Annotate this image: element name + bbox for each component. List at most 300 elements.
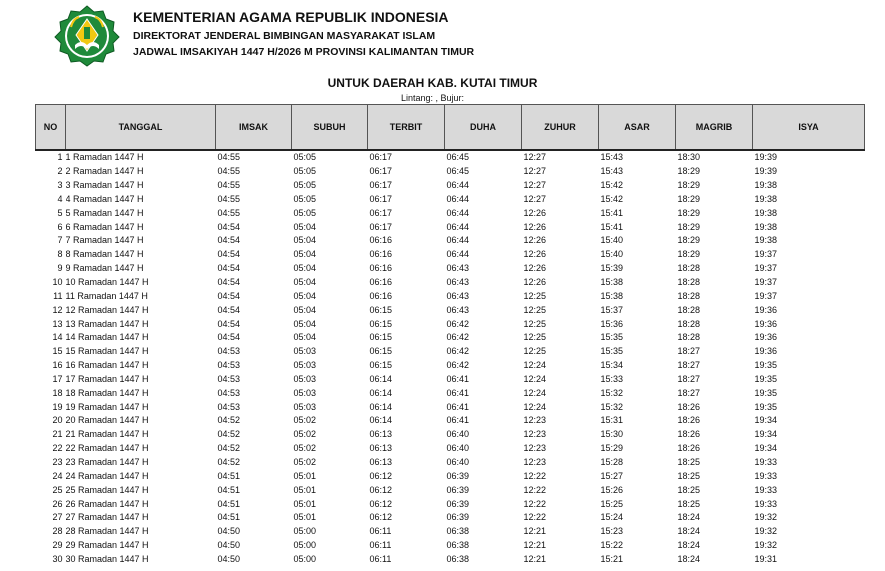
cell-duha: 06:39 [446, 512, 470, 523]
cell-isya: 19:37 [754, 249, 778, 260]
cell-duha: 06:43 [446, 263, 470, 274]
cell-terbit: 06:14 [369, 373, 393, 384]
cell-asar: 15:22 [600, 540, 624, 551]
schedule-title: JADWAL IMSAKIYAH 1447 H/2026 M PROVINSI KALIMANTAN TIMUR [133, 46, 475, 58]
cell-zuhur: 12:25 [523, 290, 547, 301]
cell-isya: 19:34 [754, 415, 778, 426]
cell-zuhur: 12:27 [523, 152, 547, 163]
cell-asar: 15:30 [600, 429, 624, 440]
cell-magrib: 18:29 [677, 207, 701, 218]
cell-asar: 15:21 [600, 553, 624, 564]
cell-imsak: 04:54 [217, 318, 241, 329]
cell-zuhur: 12:25 [523, 346, 547, 357]
cell-zuhur: 12:23 [523, 429, 547, 440]
cell-magrib: 18:29 [677, 235, 701, 246]
cell-duha: 06:42 [446, 360, 470, 371]
cell-isya: 19:33 [754, 484, 778, 495]
cell-no: 24 [52, 470, 63, 481]
cell-duha: 06:43 [446, 304, 470, 315]
cell-no: 8 [57, 249, 63, 260]
cell-terbit: 06:17 [369, 166, 393, 177]
cell-isya: 19:35 [754, 360, 778, 371]
cell-terbit: 06:16 [369, 235, 393, 246]
cell-isya: 19:36 [754, 346, 778, 357]
cell-asar: 15:38 [600, 290, 624, 301]
cell-terbit: 06:14 [369, 401, 393, 412]
column-header-isya: ISYA [753, 105, 865, 151]
cell-magrib: 18:27 [677, 360, 701, 371]
cell-magrib: 18:26 [677, 429, 701, 440]
table-row [36, 386, 865, 400]
cell-isya: 19:31 [754, 553, 778, 564]
cell-no: 3 [57, 180, 63, 191]
cell-magrib: 18:26 [677, 401, 701, 412]
cell-zuhur: 12:24 [523, 373, 547, 384]
column-header-magrib: MAGRIB [676, 105, 753, 151]
cell-no: 10 [52, 277, 63, 288]
cell-imsak: 04:51 [217, 498, 241, 509]
table-row [36, 359, 865, 373]
column-header-duha: DUHA [445, 105, 522, 151]
cell-subuh: 05:05 [293, 166, 317, 177]
cell-magrib: 18:28 [677, 318, 701, 329]
cell-no: 19 [52, 401, 63, 412]
cell-duha: 06:41 [446, 387, 470, 398]
cell-imsak: 04:54 [217, 263, 241, 274]
cell-asar: 15:39 [600, 263, 624, 274]
cell-tanggal: 14 Ramadan 1447 H [65, 332, 149, 343]
cell-tanggal: 4 Ramadan 1447 H [65, 193, 144, 204]
cell-zuhur: 12:26 [523, 235, 547, 246]
cell-terbit: 06:15 [369, 304, 393, 315]
cell-asar: 15:40 [600, 249, 624, 260]
cell-zuhur: 12:23 [523, 456, 547, 467]
cell-isya: 19:34 [754, 443, 778, 454]
column-header-no: NO [36, 105, 66, 151]
cell-asar: 15:27 [600, 470, 624, 481]
cell-duha: 06:44 [446, 180, 470, 191]
table-row [36, 497, 865, 511]
cell-no: 30 [52, 553, 63, 564]
cell-no: 17 [52, 373, 63, 384]
cell-magrib: 18:29 [677, 249, 701, 260]
cell-no: 28 [52, 526, 63, 537]
cell-no: 1 [57, 152, 63, 163]
cell-isya: 19:33 [754, 470, 778, 481]
cell-isya: 19:32 [754, 540, 778, 551]
cell-imsak: 04:53 [217, 373, 241, 384]
cell-duha: 06:44 [446, 221, 470, 232]
cell-imsak: 04:52 [217, 415, 241, 426]
table-row [36, 179, 865, 193]
coordinates-line: Lintang: , Bujur: [400, 93, 465, 103]
cell-no: 29 [52, 540, 63, 551]
region-title: UNTUK DAERAH KAB. KUTAI TIMUR [327, 76, 538, 90]
cell-zuhur: 12:23 [523, 415, 547, 426]
cell-duha: 06:40 [446, 456, 470, 467]
cell-magrib: 18:24 [677, 526, 701, 537]
cell-asar: 15:38 [600, 277, 624, 288]
cell-isya: 19:38 [754, 207, 778, 218]
cell-tanggal: 6 Ramadan 1447 H [65, 221, 144, 232]
cell-isya: 19:37 [754, 290, 778, 301]
cell-zuhur: 12:24 [523, 387, 547, 398]
cell-magrib: 18:27 [677, 346, 701, 357]
table-row [36, 317, 865, 331]
cell-isya: 19:38 [754, 180, 778, 191]
cell-terbit: 06:17 [369, 193, 393, 204]
cell-magrib: 18:26 [677, 443, 701, 454]
cell-isya: 19:39 [754, 166, 778, 177]
table-row [36, 289, 865, 303]
cell-subuh: 05:01 [293, 512, 317, 523]
cell-no: 21 [52, 429, 63, 440]
cell-zuhur: 12:22 [523, 512, 547, 523]
cell-terbit: 06:16 [369, 263, 393, 274]
cell-magrib: 18:25 [677, 484, 701, 495]
cell-magrib: 18:24 [677, 553, 701, 564]
cell-subuh: 05:01 [293, 470, 317, 481]
cell-asar: 15:24 [600, 512, 624, 523]
cell-zuhur: 12:24 [523, 401, 547, 412]
table-row [36, 525, 865, 539]
cell-terbit: 06:11 [369, 540, 392, 551]
cell-terbit: 06:16 [369, 277, 393, 288]
cell-tanggal: 21 Ramadan 1447 H [65, 429, 149, 440]
table-row [36, 428, 865, 442]
cell-asar: 15:26 [600, 484, 624, 495]
cell-imsak: 04:55 [217, 193, 241, 204]
cell-duha: 06:38 [446, 553, 470, 564]
cell-subuh: 05:01 [293, 498, 317, 509]
cell-magrib: 18:27 [677, 387, 701, 398]
cell-terbit: 06:17 [369, 152, 393, 163]
cell-magrib: 18:28 [677, 277, 701, 288]
ministry-title: KEMENTERIAN AGAMA REPUBLIK INDONESIA [133, 9, 449, 25]
cell-magrib: 18:29 [677, 180, 701, 191]
cell-imsak: 04:50 [217, 526, 241, 537]
cell-duha: 06:43 [446, 290, 470, 301]
cell-no: 13 [52, 318, 63, 329]
cell-no: 16 [52, 360, 63, 371]
cell-magrib: 18:29 [677, 221, 701, 232]
cell-tanggal: 5 Ramadan 1447 H [65, 207, 144, 218]
cell-zuhur: 12:25 [523, 304, 547, 315]
cell-asar: 15:41 [600, 207, 624, 218]
cell-asar: 15:28 [600, 456, 624, 467]
cell-no: 4 [57, 193, 63, 204]
cell-no: 22 [52, 443, 63, 454]
cell-asar: 15:32 [600, 401, 624, 412]
cell-zuhur: 12:21 [523, 553, 547, 564]
cell-zuhur: 12:24 [523, 360, 547, 371]
cell-tanggal: 24 Ramadan 1447 H [65, 470, 149, 481]
table-row [36, 345, 865, 359]
cell-tanggal: 3 Ramadan 1447 H [65, 180, 144, 191]
imsakiyah-table [35, 104, 865, 566]
cell-magrib: 18:25 [677, 470, 701, 481]
cell-no: 25 [52, 484, 63, 495]
cell-imsak: 04:54 [217, 277, 241, 288]
cell-duha: 06:39 [446, 470, 470, 481]
table-row [36, 220, 865, 234]
cell-terbit: 06:13 [369, 429, 393, 440]
cell-zuhur: 12:21 [523, 526, 547, 537]
cell-terbit: 06:12 [369, 484, 393, 495]
cell-duha: 06:42 [446, 332, 470, 343]
cell-tanggal: 8 Ramadan 1447 H [65, 249, 144, 260]
cell-asar: 15:29 [600, 443, 624, 454]
cell-subuh: 05:04 [293, 332, 317, 343]
cell-tanggal: 27 Ramadan 1447 H [65, 512, 149, 523]
cell-duha: 06:45 [446, 166, 470, 177]
cell-isya: 19:35 [754, 373, 778, 384]
cell-subuh: 05:04 [293, 221, 317, 232]
cell-magrib: 18:25 [677, 498, 701, 509]
table-row [36, 165, 865, 179]
cell-duha: 06:44 [446, 207, 470, 218]
cell-asar: 15:23 [600, 526, 624, 537]
table-row [36, 262, 865, 276]
cell-no: 15 [52, 346, 63, 357]
cell-zuhur: 12:25 [523, 332, 547, 343]
cell-magrib: 18:29 [677, 166, 701, 177]
cell-zuhur: 12:22 [523, 498, 547, 509]
cell-terbit: 06:17 [369, 180, 393, 191]
cell-magrib: 18:24 [677, 540, 701, 551]
cell-imsak: 04:55 [217, 180, 241, 191]
column-header-terbit: TERBIT [368, 105, 445, 151]
cell-no: 2 [57, 166, 63, 177]
table-row [36, 303, 865, 317]
cell-imsak: 04:55 [217, 207, 241, 218]
cell-isya: 19:35 [754, 387, 778, 398]
cell-subuh: 05:03 [293, 360, 317, 371]
cell-subuh: 05:04 [293, 277, 317, 288]
cell-tanggal: 20 Ramadan 1447 H [65, 415, 149, 426]
cell-zuhur: 12:25 [523, 318, 547, 329]
cell-terbit: 06:15 [369, 346, 393, 357]
column-header-subuh: SUBUH [292, 105, 368, 151]
column-header-tanggal: TANGGAL [66, 105, 216, 151]
cell-no: 14 [52, 332, 63, 343]
table-row [36, 248, 865, 262]
cell-imsak: 04:51 [217, 470, 241, 481]
cell-isya: 19:36 [754, 304, 778, 315]
table-row [36, 469, 865, 483]
cell-tanggal: 30 Ramadan 1447 H [65, 553, 149, 564]
cell-zuhur: 12:26 [523, 221, 547, 232]
cell-asar: 15:41 [600, 221, 624, 232]
table-row [36, 552, 865, 566]
cell-terbit: 06:14 [369, 387, 393, 398]
table-row [36, 539, 865, 553]
table-row [36, 414, 865, 428]
cell-duha: 06:45 [446, 152, 470, 163]
cell-tanggal: 26 Ramadan 1447 H [65, 498, 149, 509]
cell-imsak: 04:53 [217, 346, 241, 357]
cell-zuhur: 12:21 [523, 540, 547, 551]
cell-asar: 15:32 [600, 387, 624, 398]
cell-zuhur: 12:22 [523, 484, 547, 495]
cell-duha: 06:43 [446, 277, 470, 288]
cell-asar: 15:40 [600, 235, 624, 246]
cell-imsak: 04:50 [217, 540, 241, 551]
cell-imsak: 04:53 [217, 387, 241, 398]
cell-tanggal: 23 Ramadan 1447 H [65, 456, 149, 467]
cell-imsak: 04:51 [217, 484, 241, 495]
cell-no: 20 [52, 415, 63, 426]
cell-subuh: 05:04 [293, 304, 317, 315]
cell-zuhur: 12:26 [523, 249, 547, 260]
cell-isya: 19:32 [754, 526, 778, 537]
table-row [36, 483, 865, 497]
cell-isya: 19:35 [754, 401, 778, 412]
cell-isya: 19:34 [754, 429, 778, 440]
cell-imsak: 04:55 [217, 166, 241, 177]
cell-tanggal: 7 Ramadan 1447 H [65, 235, 144, 246]
cell-subuh: 05:04 [293, 249, 317, 260]
column-header-asar: ASAR [599, 105, 676, 151]
cell-imsak: 04:52 [217, 429, 241, 440]
cell-zuhur: 12:27 [523, 166, 547, 177]
cell-isya: 19:37 [754, 263, 778, 274]
table-row [36, 400, 865, 414]
cell-zuhur: 12:22 [523, 470, 547, 481]
cell-isya: 19:36 [754, 332, 778, 343]
cell-asar: 15:31 [600, 415, 624, 426]
cell-tanggal: 10 Ramadan 1447 H [65, 277, 149, 288]
cell-magrib: 18:28 [677, 332, 701, 343]
cell-subuh: 05:03 [293, 387, 317, 398]
cell-isya: 19:38 [754, 235, 778, 246]
cell-isya: 19:38 [754, 221, 778, 232]
cell-imsak: 04:53 [217, 360, 241, 371]
cell-duha: 06:38 [446, 540, 470, 551]
cell-duha: 06:38 [446, 526, 470, 537]
cell-imsak: 04:50 [217, 553, 241, 564]
cell-isya: 19:33 [754, 498, 778, 509]
cell-imsak: 04:55 [217, 152, 241, 163]
cell-zuhur: 12:27 [523, 193, 547, 204]
cell-magrib: 18:28 [677, 263, 701, 274]
cell-terbit: 06:12 [369, 512, 393, 523]
cell-tanggal: 29 Ramadan 1447 H [65, 540, 149, 551]
cell-duha: 06:42 [446, 346, 470, 357]
directorate-title: DIREKTORAT JENDERAL BIMBINGAN MASYARAKAT ISLAM [133, 30, 436, 42]
cell-subuh: 05:04 [293, 263, 317, 274]
cell-duha: 06:39 [446, 498, 470, 509]
table-body [36, 150, 865, 566]
cell-magrib: 18:29 [677, 193, 701, 204]
cell-imsak: 04:51 [217, 512, 241, 523]
cell-subuh: 05:04 [293, 290, 317, 301]
cell-no: 18 [52, 387, 63, 398]
cell-subuh: 05:00 [293, 540, 317, 551]
cell-imsak: 04:52 [217, 456, 241, 467]
cell-terbit: 06:17 [369, 221, 393, 232]
cell-zuhur: 12:26 [523, 207, 547, 218]
cell-tanggal: 9 Ramadan 1447 H [65, 263, 144, 274]
cell-tanggal: 12 Ramadan 1447 H [65, 304, 149, 315]
table-row [36, 511, 865, 525]
cell-subuh: 05:01 [293, 484, 317, 495]
cell-asar: 15:36 [600, 318, 624, 329]
cell-imsak: 04:54 [217, 249, 241, 260]
cell-asar: 15:34 [600, 360, 624, 371]
cell-asar: 15:43 [600, 152, 624, 163]
cell-no: 6 [57, 221, 63, 232]
cell-duha: 06:40 [446, 429, 470, 440]
cell-subuh: 05:03 [293, 373, 317, 384]
cell-duha: 06:44 [446, 193, 470, 204]
cell-duha: 06:42 [446, 318, 470, 329]
cell-duha: 06:39 [446, 484, 470, 495]
cell-magrib: 18:28 [677, 304, 701, 315]
table-row [36, 442, 865, 456]
column-header-zuhur: ZUHUR [522, 105, 599, 151]
table-row [36, 456, 865, 470]
cell-magrib: 18:25 [677, 456, 701, 467]
cell-subuh: 05:05 [293, 193, 317, 204]
cell-terbit: 06:15 [369, 360, 393, 371]
cell-terbit: 06:12 [369, 470, 393, 481]
cell-terbit: 06:16 [369, 249, 393, 260]
cell-imsak: 04:54 [217, 332, 241, 343]
cell-isya: 19:36 [754, 318, 778, 329]
cell-isya: 19:33 [754, 456, 778, 467]
cell-duha: 06:40 [446, 443, 470, 454]
cell-subuh: 05:05 [293, 207, 317, 218]
cell-asar: 15:42 [600, 180, 624, 191]
table-row [36, 234, 865, 248]
cell-tanggal: 16 Ramadan 1447 H [65, 360, 149, 371]
cell-magrib: 18:26 [677, 415, 701, 426]
cell-tanggal: 1 Ramadan 1447 H [65, 152, 144, 163]
cell-tanggal: 22 Ramadan 1447 H [65, 443, 149, 454]
cell-duha: 06:41 [446, 401, 470, 412]
cell-no: 26 [52, 498, 63, 509]
cell-no: 23 [52, 456, 63, 467]
cell-subuh: 05:04 [293, 318, 317, 329]
cell-terbit: 06:11 [369, 553, 392, 564]
cell-magrib: 18:28 [677, 290, 701, 301]
cell-duha: 06:41 [446, 415, 470, 426]
cell-tanggal: 17 Ramadan 1447 H [65, 373, 149, 384]
cell-terbit: 06:16 [369, 290, 393, 301]
cell-asar: 15:35 [600, 346, 624, 357]
cell-subuh: 05:04 [293, 235, 317, 246]
cell-tanggal: 19 Ramadan 1447 H [65, 401, 149, 412]
cell-no: 9 [57, 263, 63, 274]
cell-asar: 15:33 [600, 373, 624, 384]
cell-zuhur: 12:27 [523, 180, 547, 191]
cell-asar: 15:43 [600, 166, 624, 177]
cell-subuh: 05:02 [293, 415, 317, 426]
cell-asar: 15:42 [600, 193, 624, 204]
cell-duha: 06:44 [446, 235, 470, 246]
table-row [36, 193, 865, 207]
cell-imsak: 04:54 [217, 290, 241, 301]
table-row [36, 373, 865, 387]
cell-subuh: 05:03 [293, 346, 317, 357]
cell-tanggal: 18 Ramadan 1447 H [65, 387, 149, 398]
cell-tanggal: 11 Ramadan 1447 H [65, 290, 148, 301]
cell-magrib: 18:24 [677, 512, 701, 523]
cell-imsak: 04:54 [217, 235, 241, 246]
cell-terbit: 06:15 [369, 332, 393, 343]
cell-terbit: 06:17 [369, 207, 393, 218]
